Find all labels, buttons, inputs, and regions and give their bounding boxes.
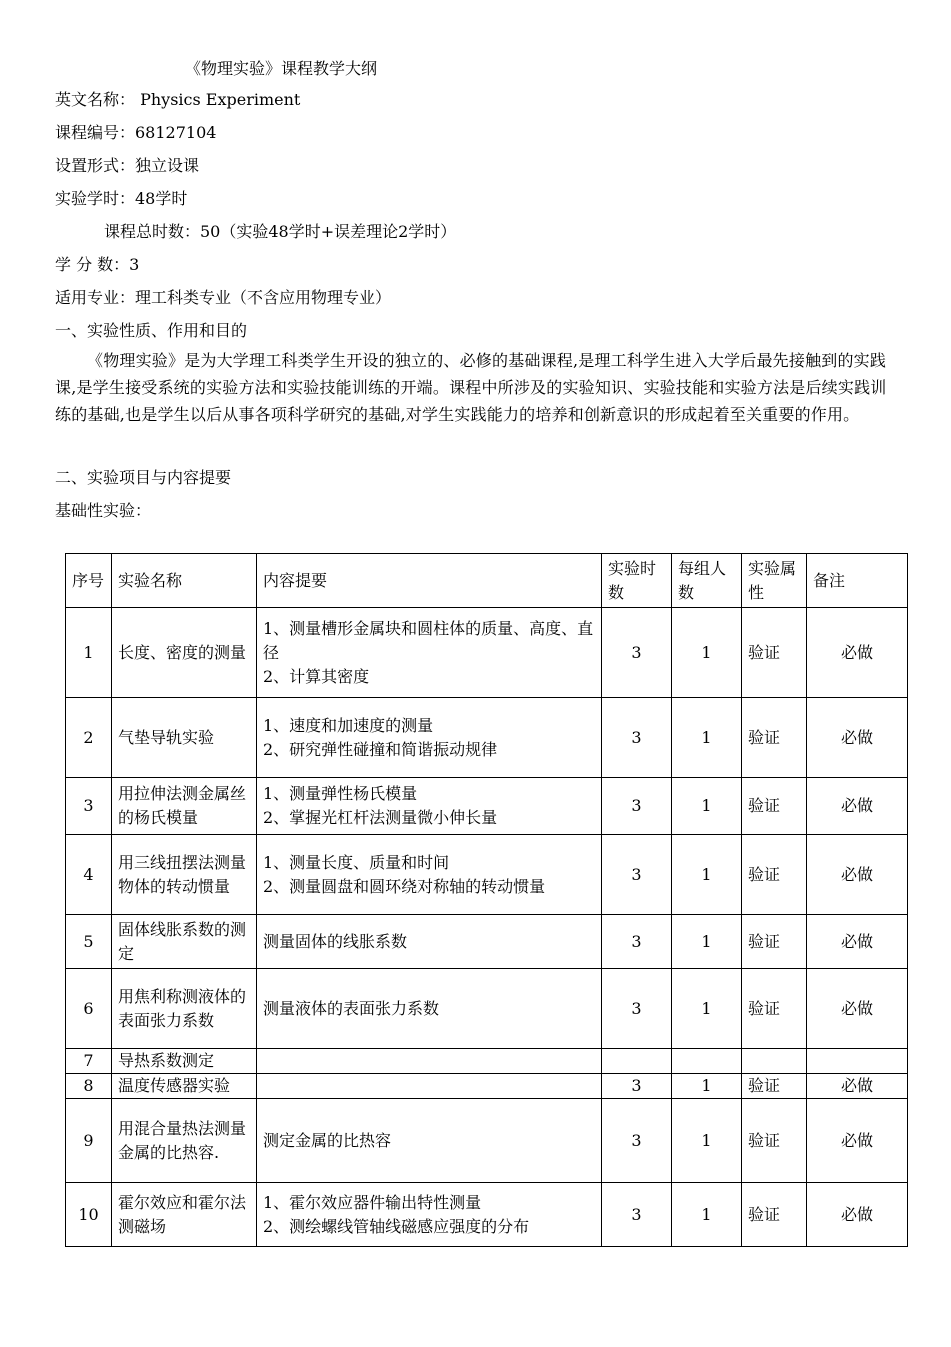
row-hours: 3: [602, 969, 672, 1049]
row-name: 用混合量热法测量金属的比热容.: [112, 1099, 257, 1183]
row-name: 霍尔效应和霍尔法测磁场: [112, 1183, 257, 1247]
row-group: 1: [672, 915, 742, 969]
table-row: [66, 1074, 908, 1099]
row-name: 用焦利称测液体的表面张力系数: [112, 969, 257, 1049]
row-name: 温度传感器实验: [112, 1074, 257, 1099]
row-content: 1、霍尔效应器件输出特性测量 2、测绘螺线管轴线磁感应强度的分布: [257, 1183, 602, 1247]
row-hours: 3: [602, 835, 672, 915]
row-content: 测量液体的表面张力系数: [257, 969, 602, 1049]
row-group: 1: [672, 969, 742, 1049]
section2-heading: 二、实验项目与内容提要: [55, 468, 232, 487]
row-note: 必做: [807, 969, 908, 1049]
row-attr: 验证: [742, 1183, 807, 1247]
row-group: [672, 1049, 742, 1074]
row-seq: 3: [66, 778, 112, 835]
row-attr: 验证: [742, 969, 807, 1049]
row-seq: 1: [66, 608, 112, 698]
header-group: 每组人数: [672, 554, 742, 608]
row-group: 1: [672, 835, 742, 915]
table-header-row: [66, 554, 908, 608]
row-hours: [602, 1049, 672, 1074]
document-title: 《物理实验》课程教学大纲: [185, 59, 378, 78]
row-attr: 验证: [742, 835, 807, 915]
majors: 适用专业：理工科类专业（不含应用物理专业）: [55, 288, 392, 307]
table-row: [66, 1099, 908, 1183]
row-hours: 3: [602, 698, 672, 778]
lab-hours: 实验学时：48学时: [55, 189, 188, 208]
english-name: 英文名称： Physics Experiment: [55, 90, 301, 109]
row-group: 1: [672, 1099, 742, 1183]
section1-heading: 一、实验性质、作用和目的: [55, 321, 248, 340]
row-attr: 验证: [742, 1099, 807, 1183]
row-content: 1、测量长度、质量和时间 2、测量圆盘和圆环绕对称轴的转动惯量: [257, 835, 602, 915]
table-row: [66, 969, 908, 1049]
row-group: 1: [672, 1183, 742, 1247]
row-seq: 4: [66, 835, 112, 915]
row-seq: 6: [66, 969, 112, 1049]
header-attr: 实验属性: [742, 554, 807, 608]
row-attr: 验证: [742, 698, 807, 778]
row-group: 1: [672, 1074, 742, 1099]
row-group: 1: [672, 778, 742, 835]
row-note: 必做: [807, 915, 908, 969]
row-note: 必做: [807, 1074, 908, 1099]
row-name: 固体线胀系数的测定: [112, 915, 257, 969]
header-content: 内容提要: [257, 554, 602, 608]
table-row: [66, 608, 908, 698]
row-content: 1、测量弹性杨氏模量 2、掌握光杠杆法测量微小伸长量: [257, 778, 602, 835]
row-note: 必做: [807, 1099, 908, 1183]
row-content: 测定金属的比热容: [257, 1099, 602, 1183]
row-seq: 8: [66, 1074, 112, 1099]
row-content: 1、速度和加速度的测量 2、研究弹性碰撞和简谐振动规律: [257, 698, 602, 778]
section1-paragraph: 《物理实验》是为大学理工科类学生开设的独立的、必修的基础课程,是理工科学生进入大学后最先接触到的实践课,是学生接受系统的实验方法和实验技能训练的开端。课程中所涉及的实验知识、实验技能和实验方法是后续实践训练的基础,也是学生以后从事各项科学研究的基础,对学生实践能力的培养和创新意识的形成起着至关重要的作用。: [55, 351, 887, 424]
row-content: 测量固体的线胀系数: [257, 915, 602, 969]
header-seq: 序号: [66, 554, 112, 608]
row-note: 必做: [807, 1183, 908, 1247]
credits: 学 分 数：3: [55, 255, 140, 274]
row-seq: 2: [66, 698, 112, 778]
header-note: 备注: [807, 554, 908, 608]
row-name: 用三线扭摆法测量物体的转动惯量: [112, 835, 257, 915]
header-hours: 实验时数: [602, 554, 672, 608]
row-note: 必做: [807, 698, 908, 778]
row-content: [257, 1074, 602, 1099]
table-row: [66, 915, 908, 969]
row-seq: 10: [66, 1183, 112, 1247]
table-row: [66, 778, 908, 835]
row-attr: [742, 1049, 807, 1074]
row-attr: 验证: [742, 778, 807, 835]
row-seq: 7: [66, 1049, 112, 1074]
row-hours: 3: [602, 1074, 672, 1099]
setup-form: 设置形式：独立设课: [55, 156, 200, 175]
row-group: 1: [672, 608, 742, 698]
row-note: 必做: [807, 835, 908, 915]
table-row: [66, 698, 908, 778]
row-name: 导热系数测定: [112, 1049, 257, 1074]
row-attr: 验证: [742, 608, 807, 698]
header-name: 实验名称: [112, 554, 257, 608]
row-name: 长度、密度的测量: [112, 608, 257, 698]
basic-experiments-label: 基础性实验：: [55, 501, 152, 520]
row-note: [807, 1049, 908, 1074]
row-attr: 验证: [742, 915, 807, 969]
row-name: 用拉伸法测金属丝的杨氏模量: [112, 778, 257, 835]
row-group: 1: [672, 698, 742, 778]
experiments-table: [65, 553, 908, 1247]
table-row: [66, 1049, 908, 1074]
row-name: 气垫导轨实验: [112, 698, 257, 778]
row-hours: 3: [602, 1099, 672, 1183]
row-content: 1、测量槽形金属块和圆柱体的质量、高度、直径 2、计算其密度: [257, 608, 602, 698]
row-attr: 验证: [742, 1074, 807, 1099]
row-hours: 3: [602, 915, 672, 969]
row-seq: 9: [66, 1099, 112, 1183]
row-hours: 3: [602, 778, 672, 835]
row-seq: 5: [66, 915, 112, 969]
course-code: 课程编号：68127104: [55, 123, 217, 142]
table-row: [66, 1183, 908, 1247]
row-hours: 3: [602, 1183, 672, 1247]
row-note: 必做: [807, 608, 908, 698]
row-note: 必做: [807, 778, 908, 835]
total-hours: 课程总时数：50（实验48学时+误差理论2学时）: [104, 222, 457, 241]
table-row: [66, 835, 908, 915]
row-content: [257, 1049, 602, 1074]
row-hours: 3: [602, 608, 672, 698]
